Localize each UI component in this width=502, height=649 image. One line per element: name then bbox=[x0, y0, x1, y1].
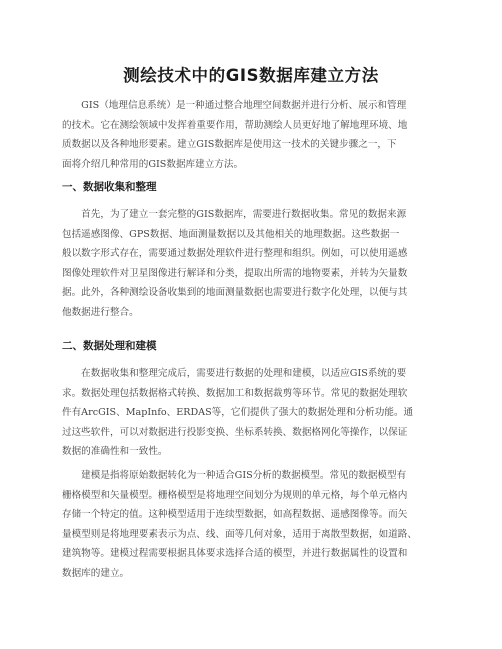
section2-heading: 二、数据处理和建模 bbox=[62, 340, 157, 352]
section2-p1-line: 在数据收集和整理完成后，需要进行数据的处理和建模，以适应GIS系统的要 bbox=[62, 368, 407, 379]
section2-paragraph2 bbox=[62, 466, 442, 583]
intro-line: 的技术。它在测绘领域中发挥着重要作用，帮助测绘人员更好地了解地理环境、地 bbox=[62, 119, 408, 131]
section2-p2-line: 量模型则是将地理要素表示为点、线、面等几何对象，适用于离散型数据，如道路、 bbox=[62, 528, 417, 540]
intro-paragraph bbox=[62, 96, 442, 174]
intro-line: 面将介绍几种常用的GIS数据库建立方法。 bbox=[62, 158, 244, 170]
intro-line: 质数据以及各种地形要素。建立GIS数据库是使用这一技术的关键步骤之一，下 bbox=[62, 139, 397, 150]
document-title: 测绘技术中的GIS数据库建立方法 bbox=[123, 66, 379, 85]
section1-line: 图像处理软件对卫星图像进行解译和分类，提取出所需的地物要素，并转为矢量数 bbox=[62, 267, 408, 279]
section1-line: 般以数字形式存在，需要通过数据处理软件进行整理和组织。例如，可以使用遥感 bbox=[62, 248, 408, 259]
section2-paragraph1 bbox=[62, 364, 442, 462]
section2-p2-line: 栅格模型和矢量模型。栅格模型是将地理空间划分为规则的单元格，每个单元格内 bbox=[62, 489, 408, 501]
section1-line: 据。此外，各种测绘设备收集到的地面测量数据也需要进行数字化处理，以便与其 bbox=[62, 287, 408, 298]
section1-paragraph bbox=[62, 205, 442, 322]
section2-p2-line: 数据库的建立。 bbox=[62, 567, 130, 579]
section1-line: 包括遥感图像、GPS数据、地面测量数据以及其他相关的地理数据。这些数据一 bbox=[62, 228, 400, 240]
section1-line: 首先，为了建立一套完整的GIS数据库，需要进行数据收集。常见的数据来源 bbox=[62, 209, 407, 220]
section2-p2-line: 存储一个特定的值。这种模型适用于连续型数据，如高程数据、遥感图像等。而矢 bbox=[62, 509, 408, 520]
section2-p1-line: 求。数据处理包括数据格式转换、数据加工和数据裁剪等环节。常见的数据处理软 bbox=[62, 387, 408, 399]
section2-p1-line: 过这些软件，可以对数据进行投影变换、坐标系转换、数据格网化等操作，以保证 bbox=[62, 426, 408, 438]
intro-line: GIS（地理信息系统）是一种通过整合地理空间数据并进行分析、展示和管理 bbox=[62, 100, 407, 111]
section2-p1-line: 件有ArcGIS、MapInfo、ERDAS等，它们提供了强大的数据处理和分析功能。通 bbox=[62, 407, 414, 418]
section2-p1-line: 数据的准确性和一致性。 bbox=[62, 446, 168, 457]
section2-p2-line: 建筑物等。建模过程需要根据具体要求选择合适的模型，并进行数据属性的设置和 bbox=[62, 548, 408, 559]
section1-line: 他数据进行整合。 bbox=[62, 306, 139, 318]
section2-p2-line: 建模是指将原始数据转化为一种适合GIS分析的数据模型。常见的数据模型有 bbox=[62, 470, 407, 481]
section1-heading: 一、数据收集和整理 bbox=[62, 181, 157, 193]
